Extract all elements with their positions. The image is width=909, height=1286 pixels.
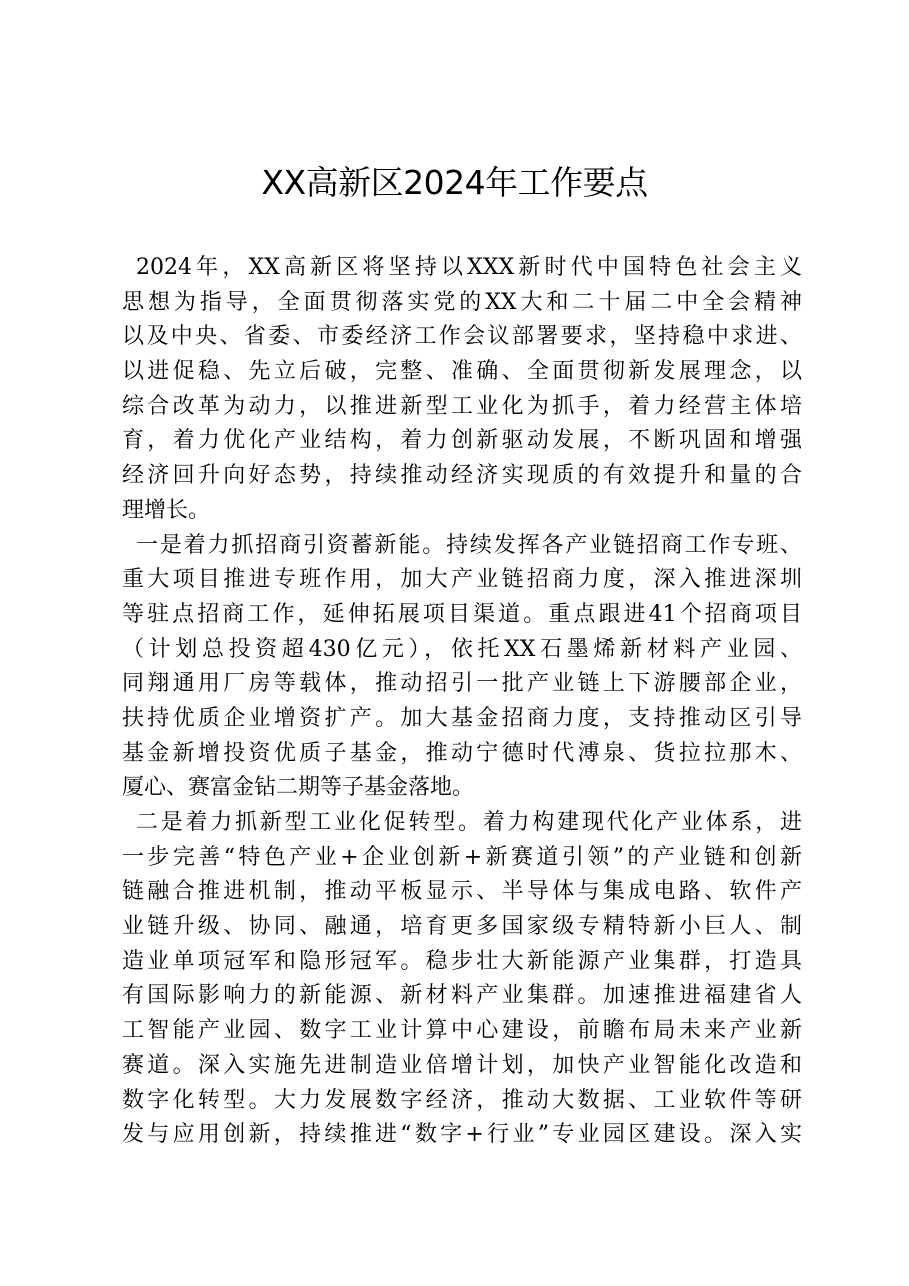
- paragraph-intro: [122, 251, 802, 529]
- text-line: 赛道。深入实施先进制造业倍增计划，加快产业智能化改造和: [122, 1052, 802, 1078]
- text-line: （计划总投资超430亿元），依托XX石墨烯新材料产业园、: [122, 636, 802, 662]
- text-line: 造业单项冠军和隐形冠军。稳步壮大新能源产业集群，打造具: [122, 948, 802, 974]
- text-line: 扶持优质企业增资扩产。加大基金招商力度，支持推动区引导: [122, 705, 802, 731]
- text-line: 2024年，XX高新区将坚持以XXX新时代中国特色社会主义: [136, 255, 802, 280]
- text-line: 综合改革为动力，以推进新型工业化为抓手，着力经营主体培: [122, 393, 802, 419]
- text-line: 二是着力抓新型工业化促转型。着力构建现代化产业体系，进: [136, 810, 802, 835]
- text-line: 等驻点招商工作，延伸拓展项目渠道。重点跟进41个招商项目: [122, 601, 802, 627]
- document-body: [122, 251, 802, 1153]
- document-title: XX高新区2024年工作要点: [261, 163, 648, 202]
- text-line: 有国际影响力的新能源、新材料产业集群。加速推进福建省人: [122, 983, 802, 1009]
- text-line: 发与应用创新，持续推进“数字+行业”专业园区建设。深入实: [122, 1122, 802, 1148]
- text-line: 厦心、赛富金钻二期等子基金落地。: [122, 775, 475, 801]
- text-line: 同翔通用厂房等载体，推动招引一批产业链上下游腰部企业，: [122, 671, 802, 697]
- paragraph-investment: [122, 529, 802, 807]
- text-line: 以进促稳、先立后破，完整、准确、全面贯彻新发展理念，以: [122, 359, 802, 385]
- text-line: 以及中央、省委、市委经济工作会议部署要求，坚持稳中求进、: [122, 324, 802, 350]
- text-line: 业链升级、协同、融通，培育更多国家级专精特新小巨人、制: [122, 914, 802, 940]
- text-line: 基金新增投资优质子基金，推动宁德时代溥泉、货拉拉那木、: [122, 740, 802, 766]
- paragraph-industrialization: [122, 806, 802, 1153]
- text-line: 工智能产业园、数字工业计算中心建设，前瞻布局未来产业新: [122, 1018, 802, 1044]
- text-line: 思想为指导，全面贯彻落实党的XX大和二十届二中全会精神: [122, 289, 802, 315]
- text-line: 经济回升向好态势，持续推动经济实现质的有效提升和量的合: [122, 463, 802, 489]
- text-line: 理增长。: [122, 497, 211, 523]
- text-line: 一步完善“特色产业+企业创新+新赛道引领”的产业链和创新: [122, 844, 802, 870]
- text-line: 重大项目推进专班作用，加大产业链招商力度，深入推进深圳: [122, 567, 802, 593]
- text-line: 链融合推进机制，推动平板显示、半导体与集成电路、软件产: [122, 879, 802, 905]
- text-line: 一是着力抓招商引资蓄新能。持续发挥各产业链招商工作专班、: [136, 532, 802, 558]
- text-line: 数字化转型。大力发展数字经济，推动大数据、工业软件等研: [122, 1087, 802, 1113]
- text-line: 育，着力优化产业结构，着力创新驱动发展，不断巩固和增强: [122, 428, 802, 454]
